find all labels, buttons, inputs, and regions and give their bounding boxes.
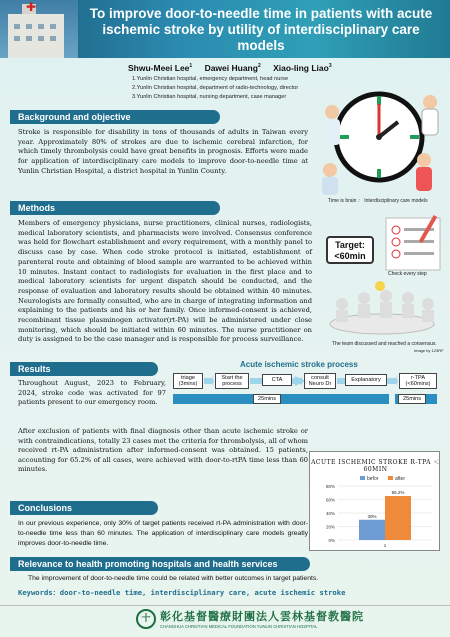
chart-y-tick-label: 80%	[325, 484, 335, 489]
target-sign	[326, 236, 374, 264]
chart-y-tick-label: 40%	[325, 511, 335, 516]
flow-step-consult: consult Neuro Dr	[304, 373, 336, 389]
author-list	[128, 63, 342, 73]
cross-icon: ✚	[26, 0, 37, 14]
hospital-name-en: CHANGHUA CHRISTIAN MEDICAL FOUNDATION YUNLIN CHRISTIAN HOSPITAL	[160, 624, 318, 629]
meeting-illustration	[320, 280, 445, 340]
chart-legend-label: befor	[367, 476, 379, 482]
results-text-bottom: After exclusion of patients with final diagnosis other than acute ischemic stroke or with contraindications, totally 23 cases met the criteria for thrombolysis, all of whom received rt-PA administration after informed-consent was obtained. 15 patients, accounting for 65.2% of all cases, were achieved with door-to-rtPA time less than 60 minutes.	[18, 427, 308, 473]
poster-title: To improve door-to-needle time in patients with acute ischemic stroke by utility of interdisciplinary care models	[89, 6, 433, 53]
flow-step-rtpa: r-TPA (<60mins)	[399, 373, 437, 389]
chart-bar-after	[385, 496, 411, 540]
affiliation-2: 2.Yunlin Christian hospital, department of radio-technology, director	[132, 85, 299, 91]
hospital-name: 彰化基督醫療財團法人雲林基督教醫院	[160, 611, 364, 623]
relevance-heading: Relevance to health promoting hospitals and health services	[10, 557, 310, 571]
flow-bar-2: 25mins	[395, 394, 437, 404]
hospital-logo-icon: 十	[136, 609, 156, 629]
hospital-photo	[0, 0, 78, 58]
chart-y-tick-label: 60%	[325, 497, 335, 503]
conclusions-heading: Conclusions	[10, 501, 158, 515]
chart-svg	[310, 452, 441, 552]
author-2: Dawei Huang$^2$	[204, 63, 261, 73]
flow-step-triage: triage (3mins)	[173, 373, 203, 389]
image-credit: Image by 123RF	[414, 348, 444, 353]
chart-title: ACUTE ISCHEMIC STROKE R-TPA ＜60MIN	[311, 459, 440, 473]
flow-step-cta: CTA	[262, 374, 292, 386]
flow-bar-1: 25mins	[173, 394, 389, 404]
background-heading: Background and objective	[10, 110, 220, 124]
author-3: Xiao-ling Liao$^3$	[273, 63, 332, 73]
chart-data-label: 30%	[367, 513, 377, 519]
methods-text: Members of emergency physicians, nurse practitioners, clinical nurses, radiologists, medical laboratory scientists, and pharmacists were involved. Consensus conference was held for flowchart establishment and every requirement, with a monthly panel to discuss case by case. When code stroke protocol is initiated, establishment of parenteral route and obtaining of blood sample are warranted to be achieved within 10 minutes. Instant contact to radiologists for evaluation in the first place and to medical laboratory scientists for urgent dispatch should be conducted, and the response of evaluation and laboratory results should be obtained within 40 minutes. Neurologists are formally consulted, who are in charge of integrating information and explaining to the patients and his or her family. Once informed-consent is achieved, recombinant tissue plasminogen activator(rt-PA) will be administered under close monitoring, which should be initiated within 60 minutes. The nurse practitioner on duty is assigned to be the case manager and is responsible for process surveillance.	[18, 219, 312, 344]
chart-y-tick-label: 0%	[328, 538, 335, 543]
meeting-caption: The team discussed and reached a consensus.	[332, 341, 437, 347]
clock-illustration	[312, 82, 450, 197]
chart-x-tick-label: 1	[383, 543, 387, 548]
checklist-illustration	[382, 212, 444, 274]
affiliation-3: 3.Yunlin Christian hospital, nursing department, case manager	[132, 94, 287, 100]
flow-step-explanatory: Explanatory	[345, 374, 387, 386]
affiliation-1: 1.Yunlin Christian hospital, emergency department, head nurse	[132, 76, 289, 82]
conclusions-text: In our previous experience, only 30% of target patients received rt-PA administration with door-to-needle time less than 60 minutes. The application of interdisciplinary care models greatly improves door-to-needle time.	[18, 520, 308, 547]
clock-caption: Time is brain ： Interdisciplinary care models	[328, 198, 428, 204]
chart-bar-befor	[359, 520, 385, 540]
flow-title: Acute ischemic stroke process	[240, 360, 358, 369]
background-text: Stroke is responsible for disability in tens of thousands of adults in Taiwan every year. Approximately 80% of strokes are due to ischemic cerebral infarction, for which timely thrombolysis could have great benefits in prognosis. Efforts were made for application of interdisciplinary care models to improve door-to-needle time at Yunlin Christian Hospital, a district hospital in Yunlin County.	[18, 128, 308, 175]
chart-legend-label: after	[395, 476, 406, 482]
keywords: Keywords：door-to-needle time, interdisciplinary care, acute ischemic stroke	[18, 588, 346, 597]
results-heading: Results	[10, 362, 158, 376]
methods-heading: Methods	[10, 201, 220, 215]
chart-y-tick-label: 20%	[325, 524, 335, 530]
check-caption: Check every step	[388, 271, 427, 277]
chart-data-label: 65.2%	[391, 489, 405, 495]
flow-step-start: Start the process	[215, 373, 249, 389]
chart-legend-swatch	[388, 476, 393, 480]
author-1: Shwu-Meei Lee$^1$	[128, 63, 193, 73]
results-chart	[309, 451, 440, 551]
target-text: Target: <60min	[334, 240, 366, 261]
relevance-text: The improvement of door-to-needle time could be related with better outcomes in target patients.	[28, 575, 319, 582]
results-text-top: Throughout August, 2023 to February, 2024, stroke code was activated for 97 patients present to our emergency room.	[18, 379, 166, 406]
chart-legend-swatch	[360, 476, 365, 480]
